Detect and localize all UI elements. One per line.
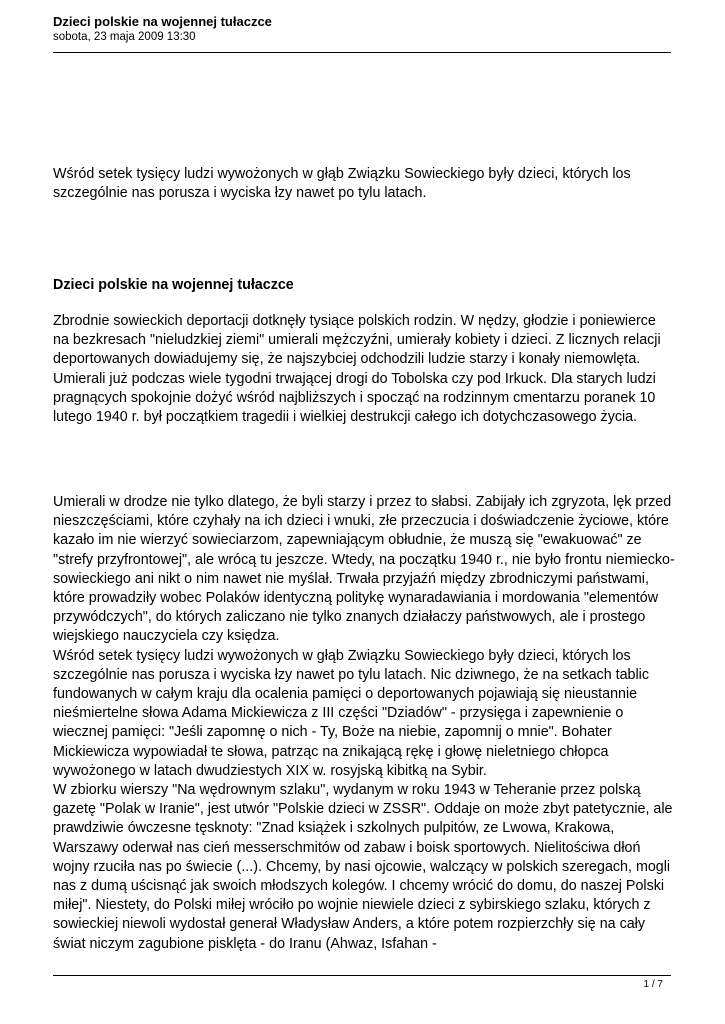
document-header bbox=[53, 14, 671, 44]
intro-paragraph bbox=[53, 165, 675, 203]
intro-text: Wśród setek tysięcy ludzi wywożonych w głąb Związku Sowieckiego były dzieci, których los szczególnie nas porusza i wyciska łzy nawet po tylu latach. bbox=[53, 166, 631, 202]
header-date: sobota, 23 maja 2009 13:30 bbox=[53, 31, 196, 43]
paragraph-line-2: Wśród setek tysięcy ludzi wywożonych w głąb Związku Sowieckiego były dzieci, których los szczególnie nas porusza i wyciska łzy nawet po tylu latach. Nic dziwnego, że na setkach tablic fundowanych w całym kraju dla ocalenia pamięci o deportowanych pojawiają się nieustannie nieśmiertelne słowa Adama Mickiewicza z III części "Dziadów" - przysięga i zapewnienie o wiecznej pamięci: "Jeśli zapomnę o nich - Ty, Boże na niebie, zapomnij o mnie". Bohater Mickiewicza wypowiadał te słowa, patrząc na znikającą rękę i głowę nieletniego chłopca wywożonego w latach dwudziestych XIX w. rosyjską kibitką na Sybir. bbox=[53, 647, 649, 779]
footer-divider bbox=[53, 975, 671, 976]
header-divider bbox=[53, 52, 671, 53]
section-heading: Dzieci polskie na wojennej tułaczce bbox=[53, 277, 294, 293]
paragraph-text: Zbrodnie sowieckich deportacji dotknęły tysiące polskich rodzin. W nędzy, głodzie i poniewierce na bezkresach "nieludzkiej ziemi" umierali mężczyźni, umierały kobiety i dzieci. Z licznych relacji deportowanych dowiadujemy się, że najszybciej odchodzili ludzie starzy i konały niemowlęta. Umierali już podczas wiele tygodni trwającej drogi do Tobolska czy pod Irkuck. Dla starych ludzi pragnących spokojnie dożyć wśród najbliższych i spocząć na rodzinnym cmentarzu poranek 10 lutego 1940 r. był początkiem tragedii i wielkiej destrukcji całego ich dotychczasowego życia. bbox=[53, 313, 661, 426]
paragraph-line-1: Umierali w drodze nie tylko dlatego, że byli starzy i przez to słabsi. Zabijały ich zgryzota, lęk przed nieszczęściami, które czyhały na ich dzieci i wnuki, złe przeczucia i doświadczenie życiowe, które kazało im nie wierzyć sowieciarzom, zapewniającym obłudnie, że muszą się "ewakuować" ze "strefy przyfrontowej", ale wrócą tu jeszcze. Wtedy, na początku 1940 r., nie było frontu niemiecko-sowieckiego ani nikt o nim nawet nie myślał. Trwała przyjaźń między zbrodniczymi państwami, które prowadziły wobec Polaków identyczną politykę wynaradawiania i mordowania "elementów przywódczych", do których zaliczano nie tylko znanych działaczy państwowych, ale i prostego wiejskiego nauczyciela czy księdza. bbox=[53, 494, 675, 645]
page-number: 1 / 7 bbox=[643, 979, 663, 990]
body-paragraph-1 bbox=[53, 312, 675, 427]
header-title: Dzieci polskie na wojennej tułaczce bbox=[53, 14, 272, 29]
paragraph-line-3: W zbiorku wierszy "Na wędrownym szlaku", wydanym w roku 1943 w Teheranie przez polską gazetę "Polak w Iranie", jest utwór "Polskie dzieci w ZSSR". Oddaje on może zbyt patetycznie, ale prawdziwie ówczesne tęsknoty: "Znad książek i szkolnych pulpitów, ze Lwowa, Krakowa, Warszawy oderwał nas cień messerschmitów od zabaw i boisk sportowych. Nielitościwa dłoń wojny rzuciła nas po świecie (...). Chcemy, by nasi ojcowie, walczący w polskich szeregach, mogli nas z dumą uścisnąć jak swoich młodszych kolegów. I chcemy wrócić do domu, do naszej Polski miłej". Niestety, do Polski miłej wróciło po wojnie niewiele dzieci z sybirskiego szlaku, których z sowieckiej niewoli wydostał generał Władysław Anders, a które potem rozpierzchły się na cały świat niczym zagubione pisklęta - do Iranu (Ahwaz, Isfahan - bbox=[53, 782, 673, 952]
body-paragraph-2 bbox=[53, 493, 675, 954]
